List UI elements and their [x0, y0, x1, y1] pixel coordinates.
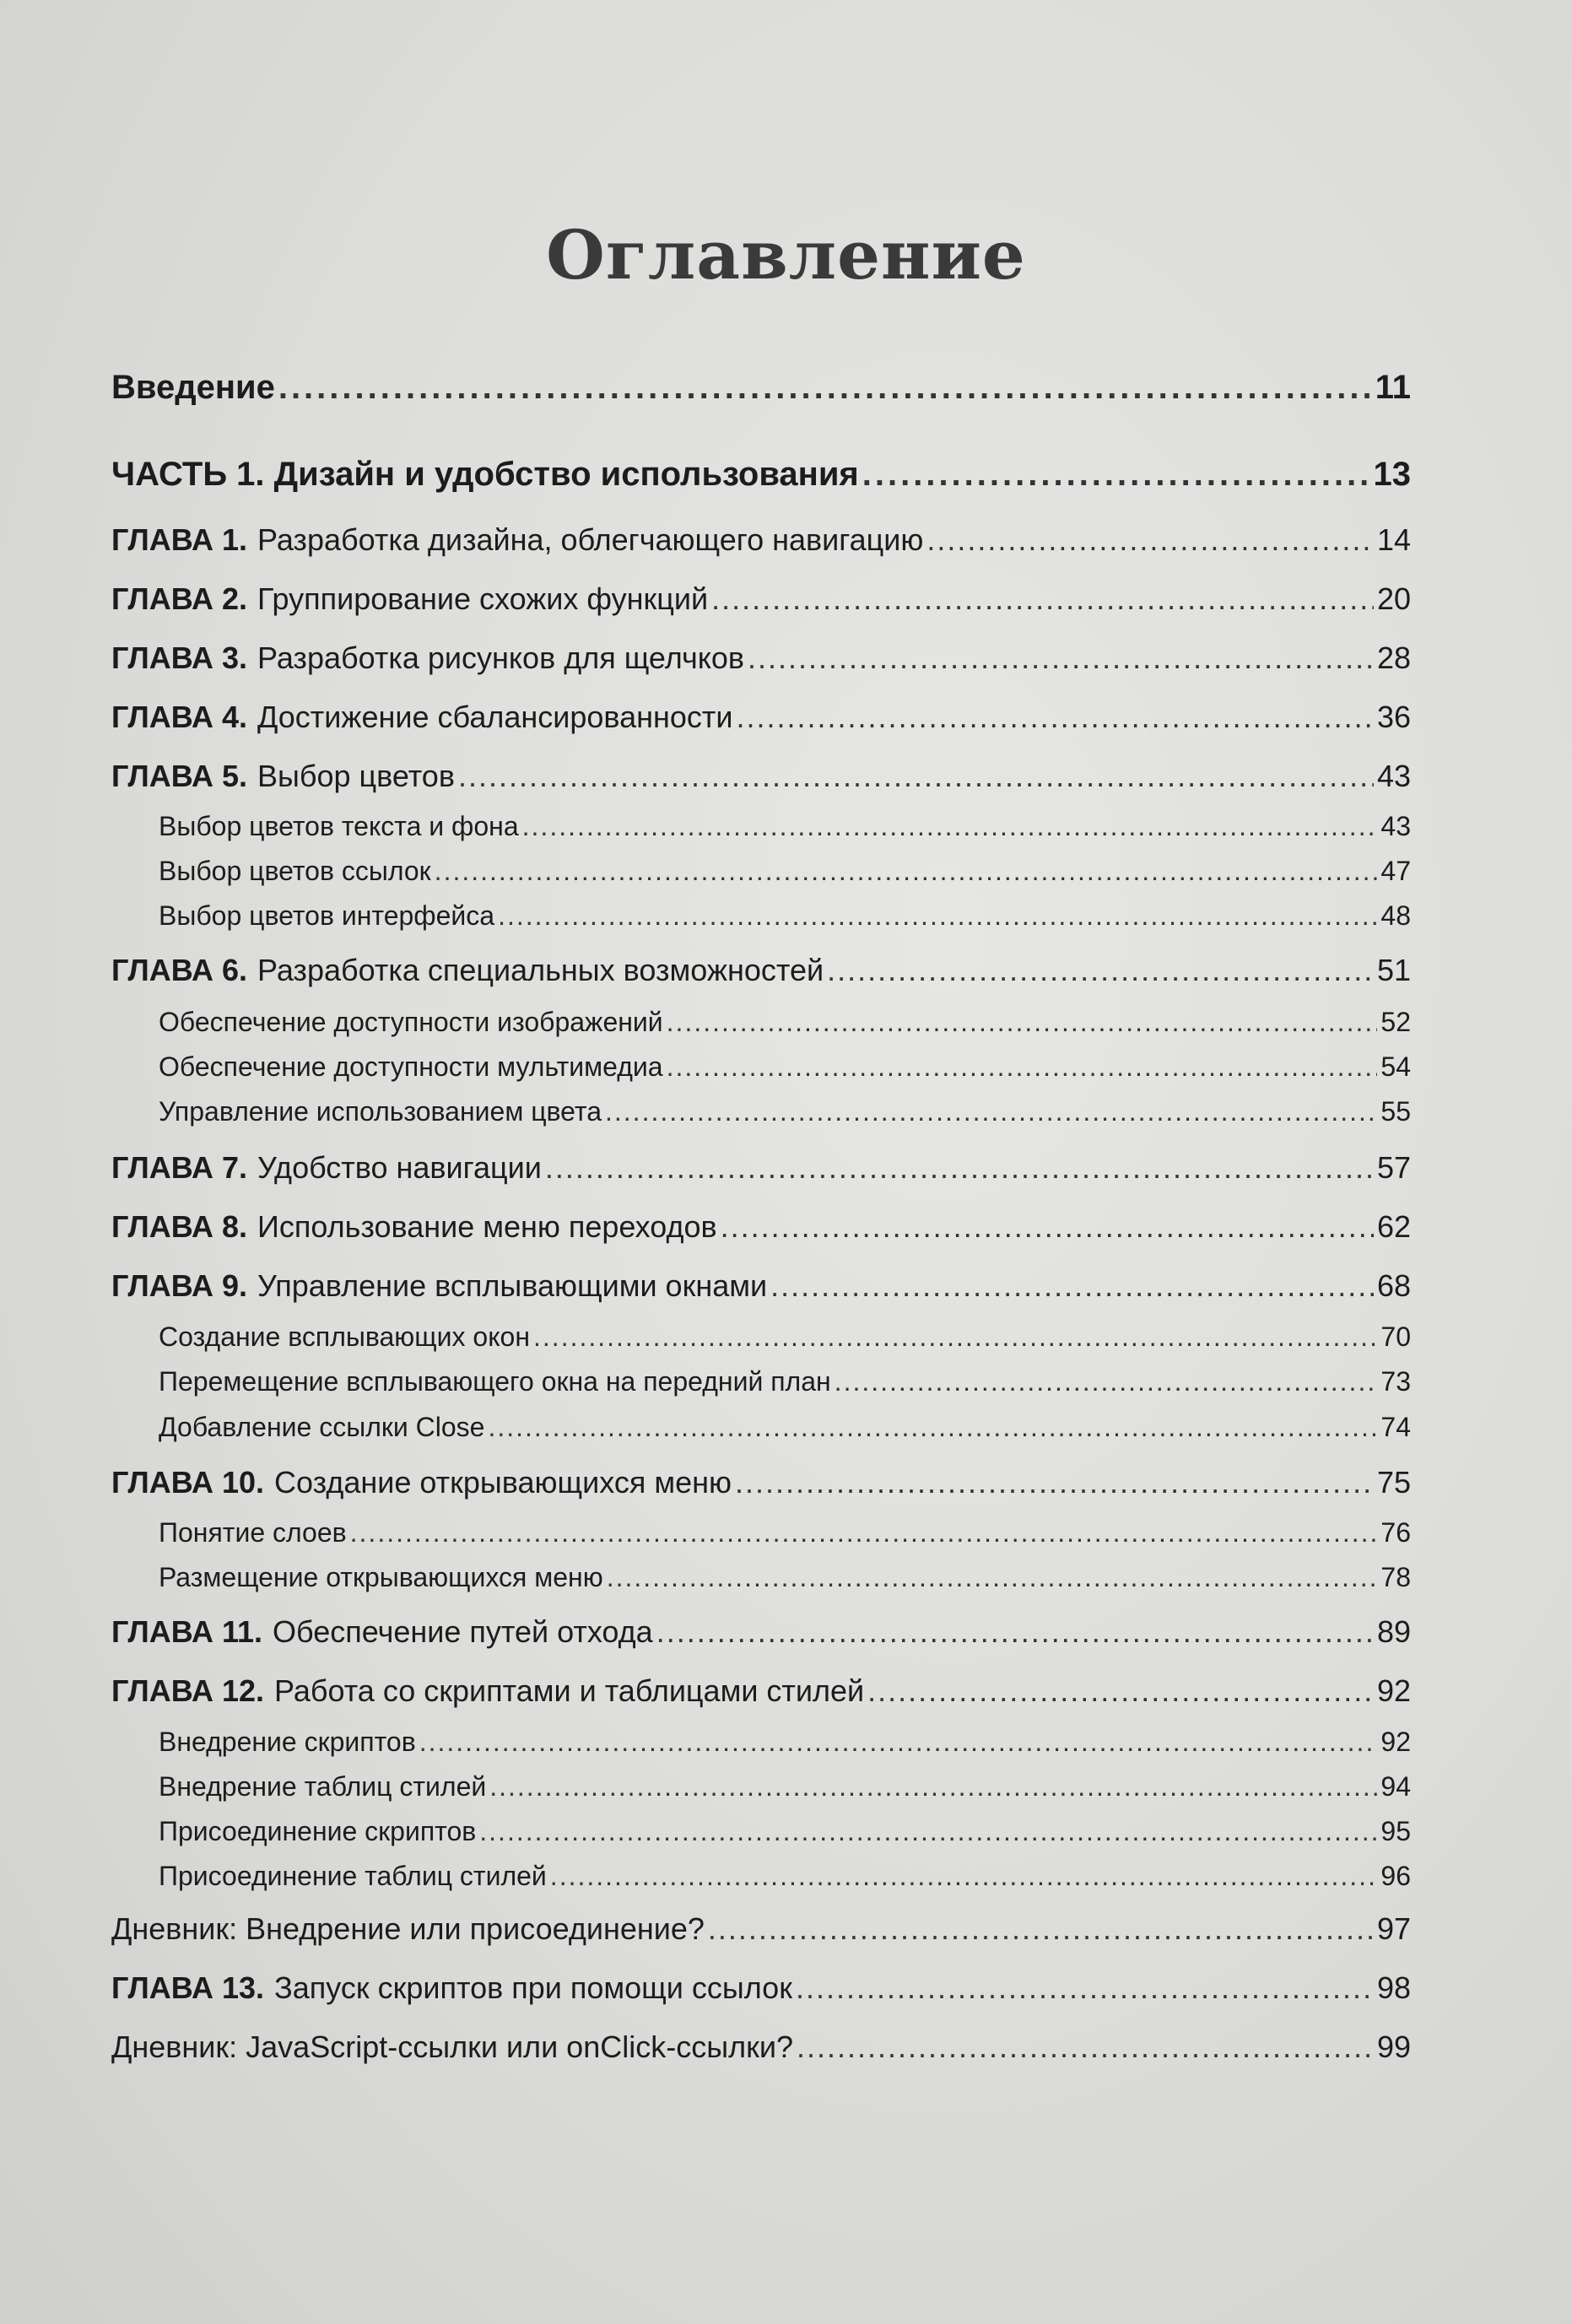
dot-leader	[550, 1860, 1378, 1892]
toc-page-number: 43	[1376, 759, 1411, 793]
toc-entry-title: Обеспечение доступности изображений	[159, 1007, 663, 1037]
dot-leader	[533, 1321, 1377, 1353]
dot-leader	[667, 1051, 1378, 1083]
toc-entry	[159, 1006, 1411, 1038]
dot-leader	[711, 581, 1374, 617]
toc-page-number: 43	[1380, 811, 1411, 841]
toc-entry-title: Запуск скриптов при помощи ссылок	[274, 1970, 792, 2005]
toc-entry-title: Добавление ссылки Close	[159, 1412, 485, 1442]
toc-entry	[159, 900, 1411, 932]
toc-page-number: 97	[1376, 1911, 1411, 1946]
toc-entry	[111, 2029, 1411, 2065]
toc-page-number: 92	[1380, 1727, 1411, 1757]
toc-entry-title: Использование меню переходов	[257, 1209, 717, 1244]
toc-entry	[159, 1815, 1411, 1847]
toc-page-number: 62	[1376, 1209, 1411, 1244]
dot-leader	[522, 810, 1378, 842]
toc-page-number: 70	[1380, 1321, 1411, 1352]
toc-page-number: 11	[1375, 369, 1411, 406]
toc-entry-title: Достижение сбалансированности	[257, 700, 733, 734]
toc-entry-title: Группирование схожих функций	[257, 581, 709, 616]
toc-entry	[159, 1770, 1411, 1802]
toc-page-number: 51	[1376, 953, 1411, 987]
toc-page-number: 92	[1376, 1673, 1411, 1708]
dot-leader	[737, 699, 1374, 735]
toc-chapter-label: ГЛАВА 8.	[111, 1209, 247, 1244]
dot-leader	[867, 1673, 1374, 1709]
toc-chapter-label: ГЛАВА 9.	[111, 1268, 247, 1303]
toc-page-number: 52	[1380, 1007, 1411, 1037]
toc-entry	[159, 1321, 1411, 1353]
dot-leader	[458, 758, 1374, 794]
dot-leader	[708, 1911, 1374, 1947]
toc-page-number: 28	[1376, 640, 1411, 675]
toc-entry	[111, 522, 1411, 558]
dot-leader	[667, 1006, 1378, 1038]
toc-entry	[111, 952, 1411, 988]
page-title: Оглавление	[546, 215, 1026, 295]
toc-chapter-label: ГЛАВА 13.	[111, 1970, 265, 2005]
toc-chapter-label: ГЛАВА 7.	[111, 1150, 247, 1185]
toc-entry	[111, 1911, 1411, 1947]
toc-entry	[111, 1613, 1411, 1650]
toc-entry-title: Обеспечение путей отхода	[273, 1614, 653, 1649]
dot-leader	[278, 367, 1372, 408]
toc-entry	[159, 1516, 1411, 1548]
toc-entry	[111, 454, 1411, 495]
toc-entry	[159, 1051, 1411, 1083]
dot-leader	[796, 1970, 1374, 2006]
toc-entry	[111, 1208, 1411, 1245]
toc-entry-title: Выбор цветов текста и фона	[159, 811, 519, 841]
toc-chapter-label: ГЛАВА 6.	[111, 953, 247, 987]
toc-entry	[159, 810, 1411, 842]
toc-entry-title: Присоединение скриптов	[159, 1816, 477, 1846]
toc-entry	[111, 581, 1411, 617]
toc-page-number: 96	[1380, 1861, 1411, 1891]
toc-page-number: 76	[1380, 1517, 1411, 1548]
dot-leader	[862, 454, 1370, 495]
toc-entry-title: ЧАСТЬ 1. Дизайн и удобство использования	[111, 456, 859, 493]
toc-page-number: 78	[1380, 1562, 1411, 1592]
toc-chapter-label: ГЛАВА 4.	[111, 700, 247, 734]
toc-entry-title: Внедрение таблиц стилей	[159, 1771, 487, 1802]
toc-entry-title: Выбор цветов ссылок	[159, 856, 431, 886]
toc-chapter-label: ГЛАВА 5.	[111, 759, 247, 793]
toc-page-number: 57	[1376, 1150, 1411, 1185]
toc-entry	[159, 1095, 1411, 1127]
toc-entry	[159, 1860, 1411, 1892]
dot-leader	[498, 900, 1377, 932]
toc-page-number: 99	[1376, 2029, 1411, 2064]
dot-leader	[605, 1095, 1377, 1127]
toc-chapter-label: ГЛАВА 10.	[111, 1465, 265, 1500]
toc-entry-title: Перемещение всплывающего окна на передний план	[159, 1366, 831, 1397]
toc-entry-title: Разработка специальных возможностей	[257, 953, 824, 987]
toc-chapter-label: ГЛАВА 3.	[111, 640, 247, 675]
dot-leader	[721, 1208, 1374, 1245]
dot-leader	[735, 1464, 1374, 1500]
toc-entry-title: Выбор цветов	[257, 759, 455, 793]
toc-entry-title: Дневник: JavaScript-ссылки или onClick-ссылки?	[111, 2029, 793, 2064]
toc-entry-title: Понятие слоев	[159, 1517, 347, 1548]
toc-chapter-label: ГЛАВА 2.	[111, 581, 247, 616]
toc-page-number: 47	[1380, 856, 1411, 886]
toc-entry	[111, 640, 1411, 676]
toc-entry-title: Внедрение скриптов	[159, 1727, 416, 1757]
toc-entry	[159, 855, 1411, 887]
toc-chapter-label: ГЛАВА 11.	[111, 1614, 263, 1649]
toc-entry	[159, 1726, 1411, 1758]
toc-entry-title: Выбор цветов интерфейса	[159, 900, 495, 931]
toc-page-number: 98	[1376, 1970, 1411, 2005]
toc-entry-title: Создание открывающихся меню	[274, 1465, 732, 1500]
toc-page-number: 36	[1376, 700, 1411, 734]
toc-entry	[111, 1970, 1411, 2006]
toc-entry-title: Разработка рисунков для щелчков	[257, 640, 745, 675]
dot-leader	[435, 855, 1378, 887]
toc-chapter-label: ГЛАВА 1.	[111, 522, 247, 557]
toc-entry-title: Удобство навигации	[257, 1150, 542, 1185]
toc-page-number: 73	[1380, 1366, 1411, 1397]
toc-page-number: 13	[1373, 456, 1411, 493]
toc-entry-title: Размещение открывающихся меню	[159, 1562, 603, 1592]
dot-leader	[748, 640, 1374, 676]
toc-entry-title: Разработка дизайна, облегчающего навигацию	[257, 522, 924, 557]
dot-leader	[797, 2029, 1374, 2065]
toc-entry	[111, 758, 1411, 794]
toc-page-number: 94	[1380, 1771, 1411, 1802]
dot-leader	[545, 1149, 1374, 1186]
dot-leader	[607, 1561, 1378, 1593]
toc-page-number: 68	[1376, 1268, 1411, 1303]
toc-page-number: 54	[1380, 1051, 1411, 1082]
toc-chapter-label: ГЛАВА 12.	[111, 1673, 265, 1708]
toc-page-number: 75	[1376, 1465, 1411, 1500]
toc-page-number: 89	[1376, 1614, 1411, 1649]
toc-entry	[111, 1267, 1411, 1304]
toc-page-number: 48	[1380, 900, 1411, 931]
toc-entry-title: Управление использованием цвета	[159, 1096, 602, 1127]
dot-leader	[479, 1815, 1377, 1847]
toc-entry-title: Обеспечение доступности мультимедиа	[159, 1051, 663, 1082]
toc-entry-title: Создание всплывающих окон	[159, 1321, 531, 1352]
toc-entry-title: Работа со скриптами и таблицами стилей	[274, 1673, 865, 1708]
toc-entry-title: Управление всплывающими окнами	[257, 1268, 768, 1303]
dot-leader	[419, 1726, 1378, 1758]
toc-page-number: 95	[1380, 1816, 1411, 1846]
toc-page-number: 55	[1380, 1096, 1411, 1127]
toc-page-number: 20	[1376, 581, 1411, 616]
dot-leader	[827, 952, 1374, 988]
dot-leader	[770, 1267, 1374, 1304]
toc-entry	[111, 1673, 1411, 1709]
toc-entry	[111, 699, 1411, 735]
toc-entry-title: Дневник: Внедрение или присоединение?	[111, 1911, 705, 1946]
toc-page-number: 14	[1376, 522, 1411, 557]
toc-entry	[111, 1464, 1411, 1500]
toc-page-number: 74	[1380, 1412, 1411, 1442]
dot-leader	[656, 1613, 1374, 1650]
toc-entry	[159, 1365, 1411, 1397]
dot-leader	[926, 522, 1374, 558]
toc-entry	[159, 1411, 1411, 1443]
toc-entry	[111, 1149, 1411, 1186]
dot-leader	[835, 1365, 1378, 1397]
dot-leader	[350, 1516, 1378, 1548]
toc-entry-title: Введение	[111, 369, 275, 406]
toc-entry	[111, 367, 1411, 408]
toc-entry	[159, 1561, 1411, 1593]
dot-leader	[488, 1411, 1377, 1443]
dot-leader	[489, 1770, 1377, 1802]
toc-entry-title: Присоединение таблиц стилей	[159, 1861, 547, 1891]
